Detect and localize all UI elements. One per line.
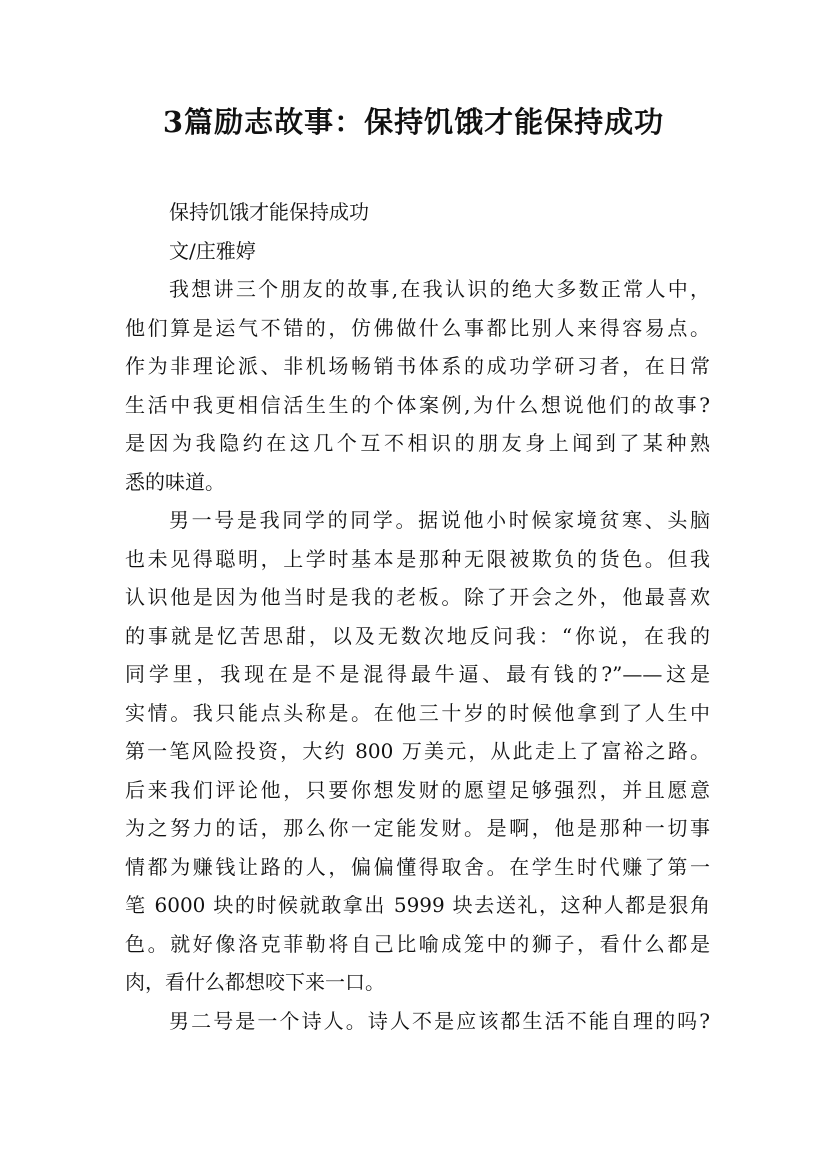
text-line: 认识他是因为他当时是我的老板。除了开会之外，他最喜欢: [125, 585, 710, 609]
text-line: 男二号是一个诗人。诗人不是应该都生活不能自理的吗?: [169, 1008, 710, 1033]
text-line: 男一号是我同学的同学。据说他小时候家境贫寒、头脑: [169, 508, 710, 532]
text-line: 笔 6000 块的时候就敢拿出 5999 块去送礼，这种人都是狠角: [125, 893, 710, 917]
text-line: 我想讲三个朋友的故事,在我认识的绝大多数正常人中，: [169, 277, 710, 301]
text-line: 情都为赚钱让路的人，偏偏懂得取舍。在学生时代赚了第一: [125, 854, 710, 879]
text-line: 肉，看什么都想咬下来一口。: [125, 970, 385, 994]
text-line: 是因为我隐约在这几个互不相识的朋友身上闻到了某种熟: [125, 431, 710, 455]
text-line: 第一笔风险投资，大约 800 万美元，从此走上了富裕之路。: [125, 739, 710, 763]
text-line: 他们算是运气不错的，仿佛做什么事都比别人来得容易点。: [125, 315, 710, 340]
text-line: 实情。我只能点头称是。在他三十岁的时候他拿到了人生中: [125, 700, 710, 725]
text-line: 的事就是忆苦思甜，以及无数次地反问我：“你说，在我的: [125, 623, 710, 648]
text-line: 也未见得聪明，上学时基本是那种无限被欺负的货色。但我: [125, 546, 710, 571]
text-line: 文/庄雅婷: [169, 238, 256, 263]
text-line: 色。就好像洛克菲勒将自己比喻成笼中的狮子，看什么都是: [125, 931, 710, 956]
text-line: 同学里，我现在是不是混得最牛逼、最有钱的?”——这是: [125, 662, 710, 686]
text-line: 悉的味道。: [125, 469, 225, 494]
document-title: 3篇励志故事：保持饥饿才能保持成功: [162, 105, 665, 139]
text-line: 后来我们评论他，只要你想发财的愿望足够强烈，并且愿意: [125, 777, 710, 802]
text-line: 生活中我更相信活生生的个体案例,为什么想说他们的故事?: [125, 392, 710, 417]
text-line: 保持饥饿才能保持成功: [169, 200, 369, 224]
text-line: 作为非理论派、非机场畅销书体系的成功学研习者，在日常: [125, 354, 710, 378]
document-body: [125, 193, 710, 1040]
text-line: 为之努力的话，那么你一定能发财。是啊，他是那种一切事: [125, 816, 710, 840]
